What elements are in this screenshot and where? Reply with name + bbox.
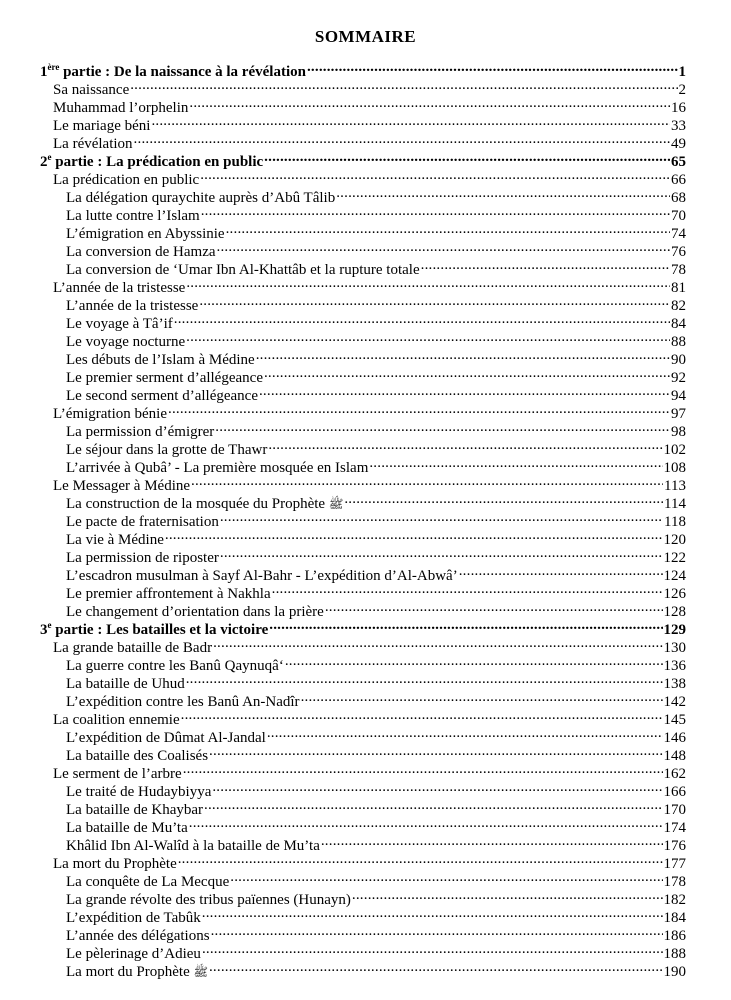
toc-entry: [66, 544, 686, 566]
toc-page-number: 162: [663, 766, 686, 782]
toc-page-number: 126: [663, 586, 686, 602]
toc-part-heading: [40, 58, 686, 80]
toc-entry-text: Le voyage à Tâ’if: [66, 316, 173, 332]
toc-entry-text: Le séjour dans la grotte de Thawr: [66, 442, 268, 458]
toc-page-number: 94: [671, 388, 686, 404]
toc-entry: [66, 670, 686, 692]
dot-leader: [230, 868, 662, 886]
toc-entry-text: Le second serment d’allégeance: [66, 388, 258, 404]
dot-leader: [168, 400, 670, 418]
toc-page-number: 49: [671, 136, 686, 152]
toc-page-number: 124: [663, 568, 686, 584]
toc-entry-text: Le traité de Hudaybiyya: [66, 784, 212, 800]
salawat-glyph: ﷺ: [193, 965, 208, 979]
dot-leader: [151, 112, 670, 130]
toc-entry: [66, 184, 686, 206]
toc-entry-text: L’arrivée à Qubâ’ - La première mosquée en Islam: [66, 460, 369, 476]
toc-entry-text: Le pèlerinage d’Adieu: [66, 946, 201, 962]
toc-page-number: 66: [671, 172, 686, 188]
toc-page-number: 145: [663, 712, 686, 728]
toc-entry-text: Le premier serment d’allégeance: [66, 370, 263, 386]
toc-entry-text: La bataille de Mu’ta: [66, 820, 188, 836]
toc-entry: [53, 94, 686, 116]
dot-leader: [186, 670, 663, 688]
dot-leader: [268, 436, 662, 454]
dot-leader: [226, 220, 670, 238]
dot-leader: [217, 238, 670, 256]
dot-leader: [307, 58, 678, 76]
toc-page-number: 114: [664, 496, 686, 512]
dot-leader: [344, 490, 663, 508]
toc-entry: [53, 706, 686, 728]
toc-entry-text: L’émigration en Abyssinie: [66, 226, 225, 242]
toc-entry-text: La guerre contre les Banû Qaynuqâ‘: [66, 658, 284, 674]
part-number-suffix: e: [47, 152, 52, 162]
toc-entry-text: La conversion de ‘Umar Ibn Al-Khattâb et la rupture totale: [66, 262, 420, 278]
dot-leader: [199, 292, 670, 310]
toc-entry-text: La mort du Prophète: [53, 856, 177, 872]
dot-leader: [459, 562, 663, 580]
toc-entry-text: L’expédition de Tabûk: [66, 910, 201, 926]
toc-page-number: 177: [663, 856, 686, 872]
toc-page-number: 184: [663, 910, 686, 926]
toc-entry-text: La lutte contre l’Islam: [66, 208, 200, 224]
toc-page-number: 136: [663, 658, 686, 674]
toc-page-number: 97: [671, 406, 686, 422]
dot-leader: [267, 724, 663, 742]
toc-entry: [53, 274, 686, 296]
toc-page-number: 178: [663, 874, 686, 890]
toc-entry: [66, 958, 686, 980]
dot-leader: [183, 760, 663, 778]
dot-leader: [220, 508, 663, 526]
toc-page-number: 170: [663, 802, 686, 818]
dot-leader: [272, 580, 663, 598]
toc-page-number: 98: [671, 424, 686, 440]
toc-entry: [66, 922, 686, 944]
toc-entry-text: L’année de la tristesse: [66, 298, 199, 314]
toc-entry: [66, 940, 686, 962]
toc-entry-text: La conquête de La Mecque: [66, 874, 230, 890]
toc-entry: [66, 724, 686, 746]
toc-entry: [66, 346, 686, 368]
toc-entry-text: Le pacte de fraternisation: [66, 514, 219, 530]
toc-entry-text: La permission de riposter: [66, 550, 219, 566]
toc-page-number: 84: [671, 316, 686, 332]
dot-leader: [189, 814, 663, 832]
toc-entry: [66, 490, 686, 512]
toc-page-number: 130: [663, 640, 686, 656]
toc-entry-text: La mort du Prophète: [66, 964, 190, 980]
toc-entry-text: Les débuts de l’Islam à Médine: [66, 352, 255, 368]
toc-page-number: 90: [671, 352, 686, 368]
dot-leader: [186, 274, 670, 292]
dot-leader: [211, 922, 663, 940]
toc-entry-text: La grande bataille de Badr: [53, 640, 213, 656]
toc-entry-text: Le changement d’orientation dans la prière: [66, 604, 324, 620]
toc-entry: [66, 580, 686, 602]
toc-entry: [66, 256, 686, 278]
toc-page-number: 108: [663, 460, 686, 476]
dot-leader: [202, 904, 663, 922]
part-number: 2: [40, 154, 48, 170]
toc-page-number: 16: [671, 100, 686, 116]
toc-entry-text: partie : La prédication en public: [51, 154, 264, 170]
toc-entry: [66, 814, 686, 836]
dot-leader: [264, 148, 670, 166]
toc-page-number: 82: [671, 298, 686, 314]
toc-entry-text: La prédication en public: [53, 172, 200, 188]
salawat-glyph: ﷺ: [328, 497, 344, 511]
toc-page-number: 146: [663, 730, 686, 746]
toc-page-number: 128: [663, 604, 686, 620]
toc-entry: [66, 526, 686, 548]
toc-entry: [53, 634, 686, 656]
toc-page-number: 78: [671, 262, 686, 278]
dot-leader: [321, 832, 663, 850]
toc-page-number: 182: [663, 892, 686, 908]
toc-entry: [66, 418, 686, 440]
toc-entry: [66, 310, 686, 332]
toc-entry: [66, 868, 686, 890]
toc-entry: [53, 76, 686, 98]
dot-leader: [369, 454, 662, 472]
toc-page-number: 2: [678, 82, 686, 98]
toc-page-number: 129: [663, 622, 686, 638]
part-number-suffix: ère: [47, 62, 60, 72]
toc-entry-text: Sa naissance: [53, 82, 130, 98]
toc-entry-text: Le Messager à Médine: [53, 478, 191, 494]
toc-entry-text: L’année des délégations: [66, 928, 210, 944]
toc-page-number: 186: [663, 928, 686, 944]
toc-entry-text: Muhammad l’orphelin: [53, 100, 189, 116]
toc-page-number: 81: [671, 280, 686, 296]
dot-leader: [189, 94, 670, 112]
toc-entry-text: La délégation quraychite auprès d’Abû Tâlib: [66, 190, 336, 206]
dot-leader: [325, 598, 663, 616]
toc-part-heading: [40, 616, 686, 638]
dot-leader: [264, 364, 670, 382]
dot-leader: [201, 202, 670, 220]
dot-leader: [200, 166, 670, 184]
toc-entry: [53, 112, 686, 134]
part-number: 3: [40, 622, 48, 638]
toc-entry: [66, 796, 686, 818]
dot-leader: [352, 886, 663, 904]
toc-entry-text: Le serment de l’arbre: [53, 766, 182, 782]
dot-leader: [213, 634, 662, 652]
toc-page-number: 148: [663, 748, 686, 764]
dot-leader: [209, 958, 663, 976]
toc-entry: [66, 292, 686, 314]
dot-leader: [215, 418, 670, 436]
toc-entry: [66, 742, 686, 764]
dot-leader: [181, 706, 663, 724]
toc-entry-text: La bataille des Coalisés: [66, 748, 209, 764]
toc-entry-text: Khâlid Ibn Al-Walîd à la bataille de Mu’ta: [66, 838, 320, 854]
dot-leader: [165, 526, 663, 544]
toc-entry: [66, 886, 686, 908]
toc-page-number: 65: [671, 154, 686, 170]
toc-page-number: 138: [663, 676, 686, 692]
toc-entry: [66, 202, 686, 224]
toc-entry-text: La permission d’émigrer: [66, 424, 215, 440]
toc-page-number: 88: [671, 334, 686, 350]
part-number: 1: [40, 64, 48, 80]
toc-entry: [66, 598, 686, 620]
dot-leader: [186, 328, 670, 346]
toc-entry: [66, 436, 686, 458]
toc-entry: [66, 904, 686, 926]
toc-entry-text: Le mariage béni: [53, 118, 151, 134]
toc-entry: [66, 508, 686, 530]
toc-entry-text: Le voyage nocturne: [66, 334, 186, 350]
dot-leader: [421, 256, 670, 274]
toc-entry-text: La bataille de Khaybar: [66, 802, 204, 818]
toc-entry-text: partie : De la naissance à la révélation: [59, 64, 306, 80]
toc-page-number: 68: [671, 190, 686, 206]
toc-entry-text: L’escadron musulman à Sayf Al-Bahr - L’expédition d’Al-Abwâ’: [66, 568, 458, 584]
toc-entry-text: La conversion de Hamza: [66, 244, 216, 260]
dot-leader: [178, 850, 663, 868]
toc-page-number: 188: [663, 946, 686, 962]
dot-leader: [220, 544, 663, 562]
toc-entry: [66, 652, 686, 674]
toc-entry-title: [66, 963, 208, 981]
toc-entry-text: La grande révolte des tribus païennes (Hunayn): [66, 892, 351, 908]
toc-entry: [53, 400, 686, 422]
toc-entry: [66, 778, 686, 800]
toc-entry-text: partie : Les batailles et la victoire: [51, 622, 269, 638]
toc-entry: [66, 688, 686, 710]
toc-entry: [66, 832, 686, 854]
dot-leader: [130, 76, 677, 94]
toc-entry-text: La coalition ennemie: [53, 712, 180, 728]
toc-entry: [53, 472, 686, 494]
toc-entry: [66, 238, 686, 260]
toc-page-number: 142: [663, 694, 686, 710]
toc-page-number: 122: [663, 550, 686, 566]
toc-page-number: 118: [664, 514, 686, 530]
dot-leader: [134, 130, 670, 148]
toc-page-number: 190: [663, 964, 686, 980]
toc-entry: [53, 166, 686, 188]
toc-part-heading: [40, 148, 686, 170]
dot-leader: [269, 616, 662, 634]
toc-page-number: 176: [663, 838, 686, 854]
toc-page-number: 92: [671, 370, 686, 386]
toc-entry-text: L’émigration bénie: [53, 406, 167, 422]
toc-page-number: 74: [671, 226, 686, 242]
toc-entry: [66, 562, 686, 584]
toc-entry-text: L’expédition de Dûmat Al-Jandal: [66, 730, 266, 746]
toc-entry: [66, 382, 686, 404]
toc-entry-text: La bataille de Uhud: [66, 676, 185, 692]
toc-entry: [66, 328, 686, 350]
toc-page-number: 113: [664, 478, 686, 494]
toc-entry-text: La révélation: [53, 136, 133, 152]
toc-page-number: 76: [671, 244, 686, 260]
toc-page-number: 174: [663, 820, 686, 836]
toc-entry-text: Le premier affrontement à Nakhla: [66, 586, 271, 602]
toc-entry-text: L’expédition contre les Banû An-Nadîr: [66, 694, 300, 710]
dot-leader: [209, 742, 662, 760]
toc-page-number: 33: [671, 118, 686, 134]
toc-entry: [66, 454, 686, 476]
toc-entry: [66, 364, 686, 386]
toc-entry: [53, 850, 686, 872]
dot-leader: [202, 940, 663, 958]
toc-page-number: 102: [663, 442, 686, 458]
dot-leader: [191, 472, 663, 490]
dot-leader: [174, 310, 670, 328]
part-number-suffix: e: [47, 620, 52, 630]
toc-entry: [53, 130, 686, 152]
toc-page-number: 166: [663, 784, 686, 800]
toc-page-number: 70: [671, 208, 686, 224]
toc-page-number: 120: [663, 532, 686, 548]
page-title: SOMMAIRE: [314, 27, 417, 46]
dot-leader: [256, 346, 670, 364]
dot-leader: [259, 382, 670, 400]
toc-entry: [66, 220, 686, 242]
dot-leader: [336, 184, 670, 202]
toc-entry-text: La construction de la mosquée du Prophète: [66, 496, 326, 512]
dot-leader: [301, 688, 663, 706]
dot-leader: [204, 796, 662, 814]
dot-leader: [212, 778, 662, 796]
toc-page-number: 1: [678, 64, 686, 80]
dot-leader: [285, 652, 663, 670]
toc-entry-text: L’année de la tristesse: [53, 280, 186, 296]
toc-entry-text: La vie à Médine: [66, 532, 164, 548]
toc-entry: [53, 760, 686, 782]
